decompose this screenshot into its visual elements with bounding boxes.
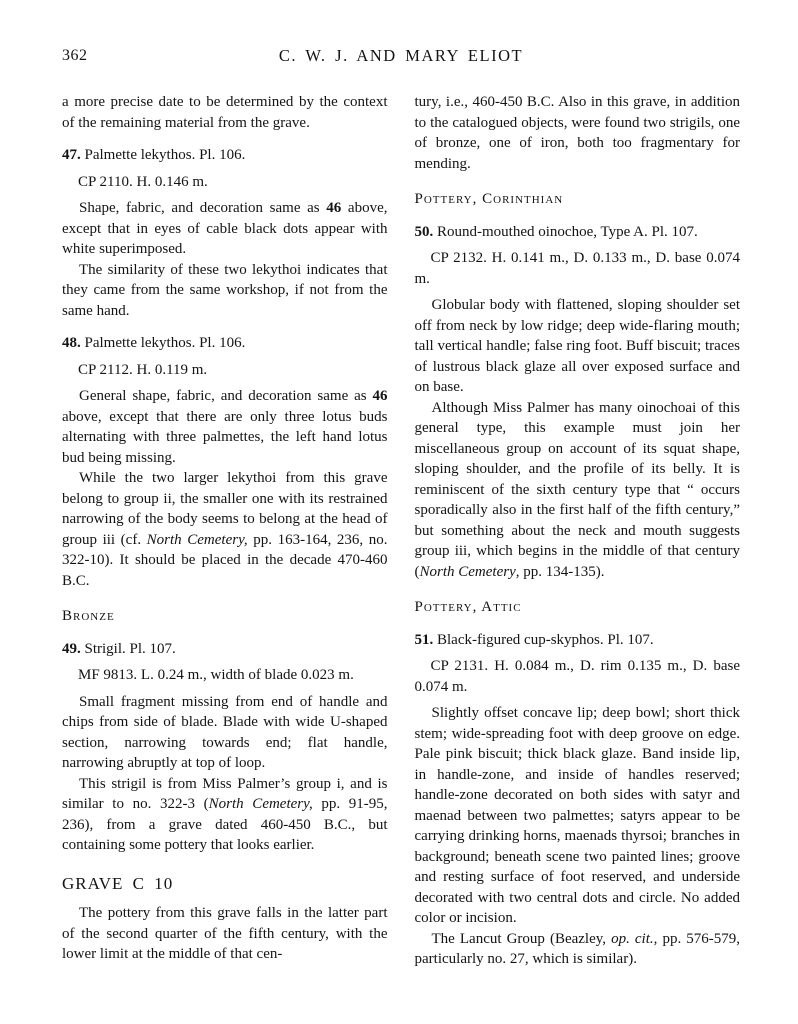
text-segment: 50. [414,223,434,240]
entry-heading [62,639,388,660]
entry-heading [62,333,388,354]
entry-heading [415,630,741,651]
text-segment: Round-mouthed oinochoe, Type A. Pl. 107. [433,223,698,240]
page-header [62,46,740,70]
text-segment: tury, i.e., 460-450 B.C. Also in this grave, in addition to the catalogued objects, were found two strigils, one of bronze, one of iron, both too fragmentary for mending. [414,94,740,172]
section-heading [415,597,741,618]
paragraph [415,295,741,398]
text-segment: Globular body with flattened, sloping shoulder set off from neck by low ridge; deep wide-flaring mouth; tall vertical handle; false ring foot. Buff biscuit; traces of lustrous black glaze all over exposed surface and on base. [414,297,740,395]
text-segment: Shape, fabric, and decoration same as [79,200,327,216]
catalog-line [62,172,388,193]
text-segment: 51. [414,631,434,648]
paragraph [62,198,388,260]
entry-heading [62,145,388,166]
catalog-line [62,360,388,381]
text-segment: , pp. 576-579, particularly no. 27, which is similar). [414,930,740,967]
text-segment: Small fragment missing from end of handle and chips from side of blade. Blade with wide U-shaped section, narrowing towards end; flat handle, narrowing abruptly at top of loop. [62,693,388,771]
text-segment: above, except that in eyes of cable black dots appear with white superimposed. [62,200,388,257]
text-segment: North Cemetery, [208,796,313,812]
catalog-line [415,248,741,289]
left-column [62,92,388,970]
text-segment: 47. [62,147,81,163]
paragraph [415,92,741,174]
text-segment: Palmette lekythos. Pl. 106. [80,147,246,163]
text-segment: North Cemetery, [146,531,248,548]
paragraph [62,468,388,591]
page-number: 362 [62,47,88,64]
text-segment: Slightly offset concave lip; deep bowl; short thick stem; wide-spreading foot with deep groove on edge. Pale pink biscuit; thick black glaze. Band inside lip, in handle-zone, and inside of handles reserved; handle-zone decorated on both sides with satyr and maenad between two palmettes; satyrs appear to be carrying drinking horns, maenads thyrsoi; branches in background; beneath scene two painted lines; groove and resting surface of foot reserved, and underside decorated with two central dots and circle. No added color or incision. [414,705,740,926]
text-columns [62,92,740,970]
text-segment: CP 2131. H. 0.084 m., D. rim 0.135 m., D. base 0.074 m. [414,658,740,695]
text-segment: Palmette lekythos. Pl. 106. [80,335,246,351]
text-segment: Pottery, Attic [414,599,522,615]
text-segment: CP 2132. H. 0.141 m., D. 0.133 m., D. base 0.074 m. [414,250,740,287]
catalog-line [62,665,388,686]
paragraph [62,260,388,322]
text-segment: 46 [326,200,342,216]
section-heading [415,189,741,210]
text-segment: above, except that there are only three lotus buds alternating with three palmettes, the left hand lotus bud being missing. [62,408,388,466]
paragraph [62,92,388,133]
paragraph [62,774,388,856]
text-segment: Pottery, Corinthian [414,191,564,207]
grave-heading [62,874,388,895]
text-segment: CP 2112. H. 0.119 m. [78,361,208,378]
paragraph [415,703,741,929]
text-segment: While the two larger lekythoi from this grave belong to group ii, the smaller one with its restrained narrowing of the body seems to belong at the head of group iii (cf. [62,470,388,548]
text-segment: MF 9813. L. 0.24 m., width of blade 0.023 m. [78,667,354,683]
text-segment: The pottery from this grave falls in the latter part of the second quarter of the fifth century, with the lower limit at the middle of that cen- [62,905,388,962]
running-title: C. W. J. AND MARY ELIOT [278,46,524,65]
entry-heading [415,222,741,243]
text-segment: GRAVE C 10 [62,873,174,893]
text-segment: The Lancut Group (Beazley, [431,930,612,947]
text-segment: 48. [62,335,81,351]
text-segment: CP 2110. H. 0.146 m. [78,173,208,190]
paragraph [62,386,388,468]
text-segment: , pp. 134-135). [515,563,605,580]
text-segment: pp. 91-95, 236), from a grave dated 460-450 B.C., but containing some pottery that looks earlier. [62,796,388,853]
text-segment: North Cemetery [419,563,516,580]
text-segment: Black-figured cup-skyphos. Pl. 107. [433,631,654,648]
text-segment: The similarity of these two lekythoi indicates that they came from the same workshop, if not from the same hand. [62,261,388,319]
text-segment: This strigil is from Miss Palmer’s group i, and is similar to no. 322-3 ( [62,775,388,812]
paragraph [415,929,741,970]
text-segment: Strigil. Pl. 107. [80,640,176,657]
text-segment: op. cit. [611,930,654,947]
text-segment: Although Miss Palmer has many oinochoai of this general type, this example must join her miscellaneous group on account of its squat shape, sloping shoulder, and the profile of its belly. It is reminiscent of the sixth century type that “ occurs sporadically also in the first half of the fifth century,” but something about the neck and mouth suggests group iii, which begins in the middle of that century ( [414,399,740,580]
section-heading [62,606,388,627]
paragraph [62,903,388,965]
text-segment: a more precise date to be determined by the context of the remaining material from the grave. [62,94,388,131]
paragraph [62,692,388,774]
right-column [415,92,741,970]
text-segment: 49. [62,640,81,657]
text-segment: General shape, fabric, and decoration same as [79,388,373,404]
paragraph [415,398,741,583]
text-segment: Bronze [62,608,115,624]
catalog-line [415,656,741,697]
text-segment: 46 [372,388,388,404]
text-segment: pp. 163-164, 236, no. 322-10). It should be placed in the decade 470-460 B.C. [62,531,388,589]
